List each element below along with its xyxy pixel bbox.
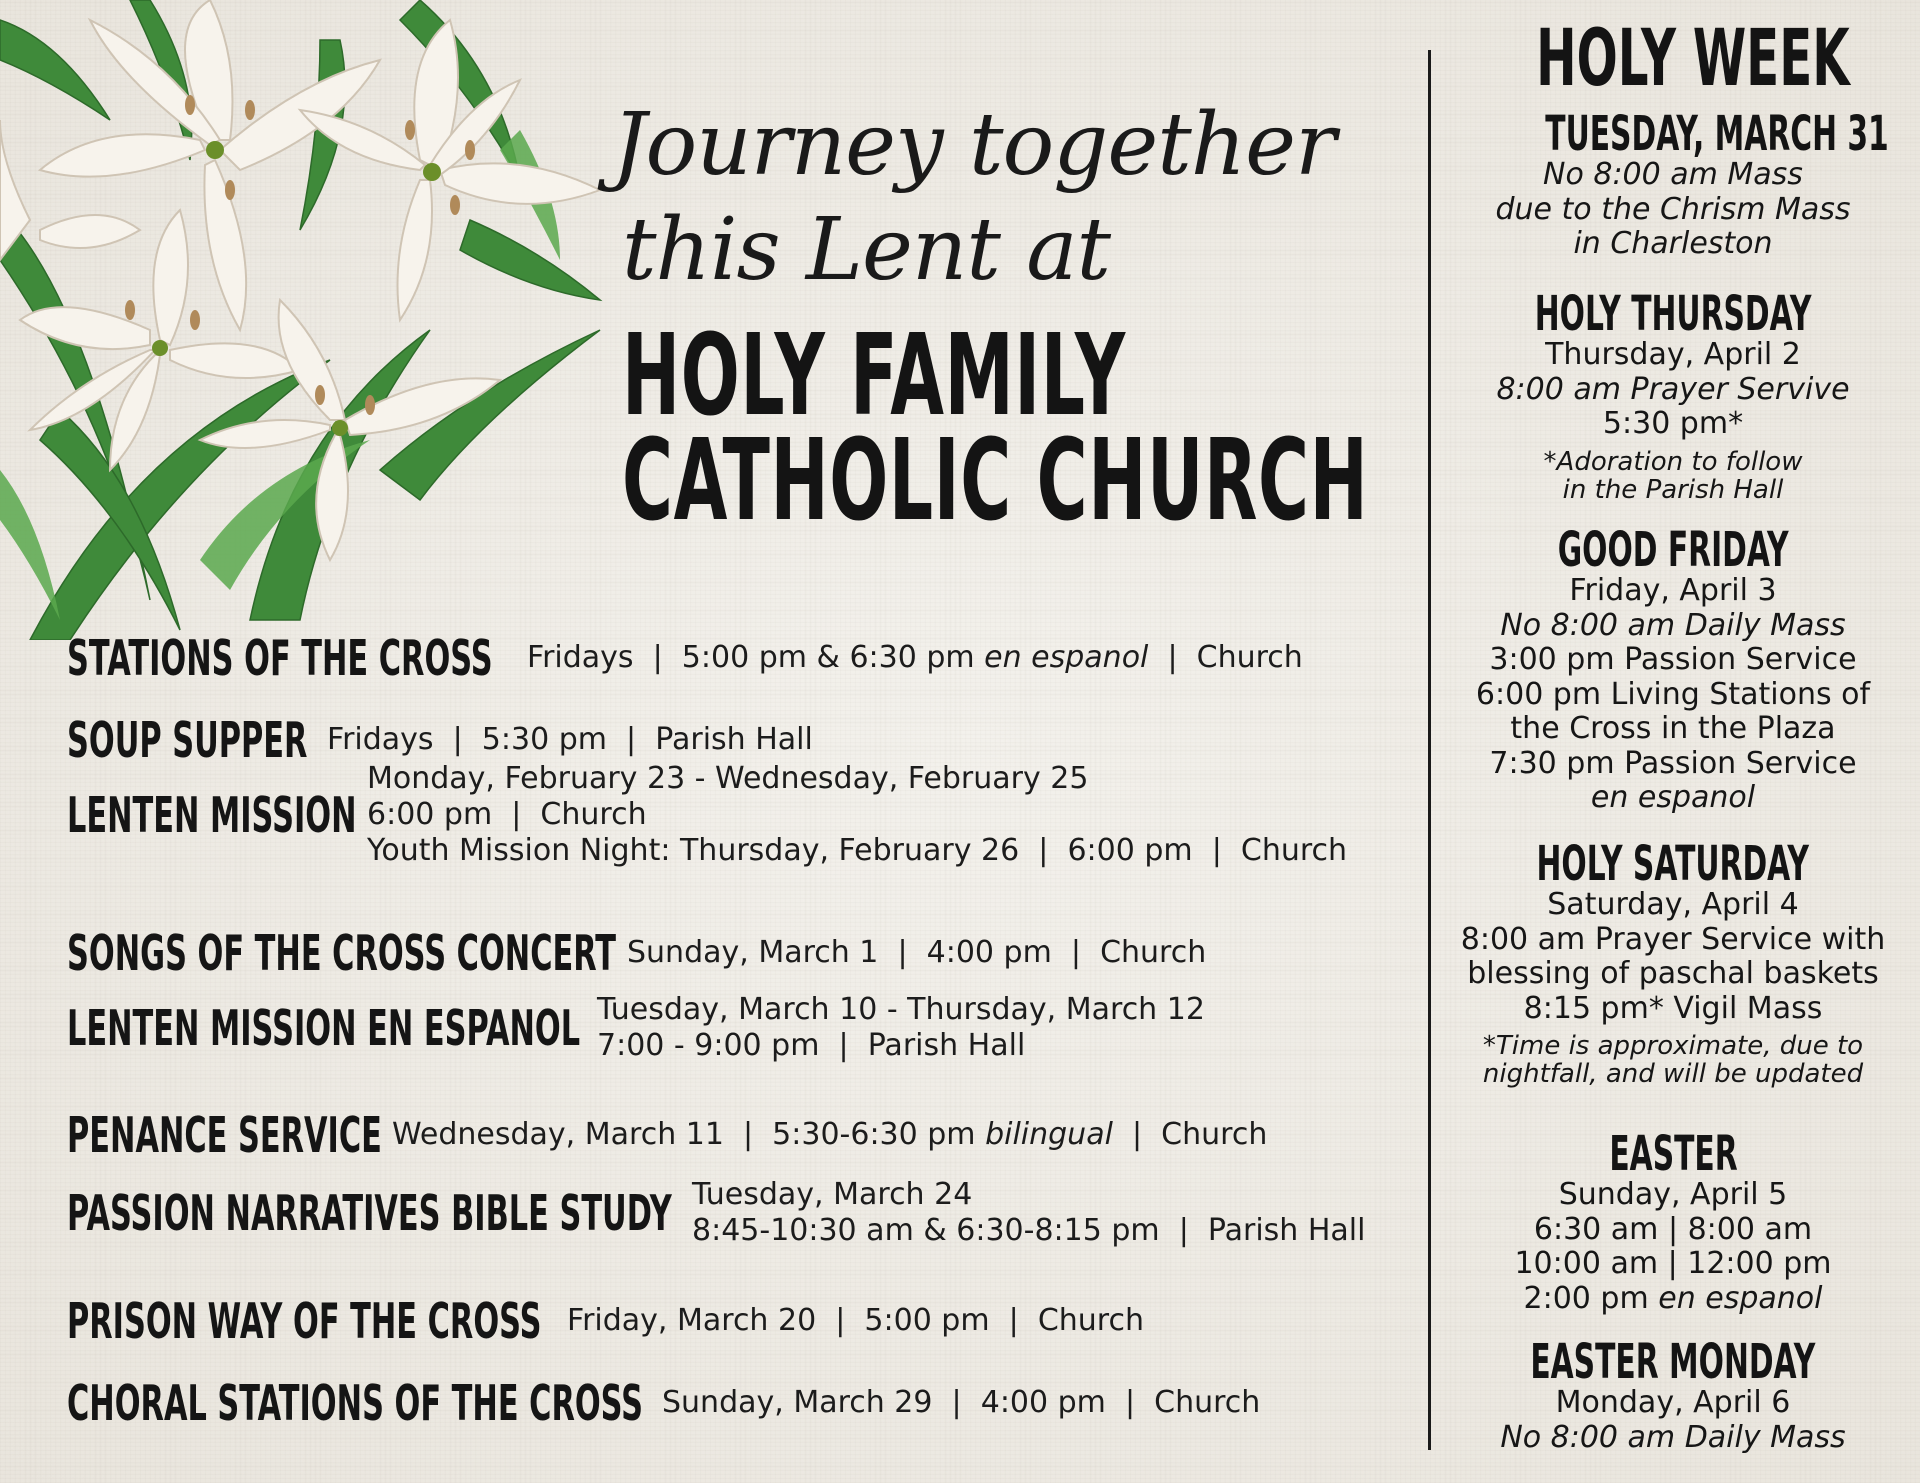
event-detail-line (597, 992, 1205, 1028)
event-row (67, 1106, 1268, 1164)
holy-week-line-text: No 8:00 am Daily Mass (1500, 607, 1846, 643)
holy-week-day-heading: HOLY THURSDAY (1534, 286, 1812, 342)
holy-week-line-text: 8:15 pm* Vigil Mass (1523, 990, 1823, 1026)
event-detail-text: 8:45-10:30 am & 6:30-8:15 pm | Parish Hall (692, 1213, 1366, 1248)
event-detail-emphasis: bilingual (985, 1117, 1113, 1152)
holy-week-line (1440, 1178, 1906, 1213)
event-row (67, 1292, 1144, 1350)
holy-week-line-text: Sunday, April 5 (1558, 1177, 1788, 1212)
holy-week-line (1440, 227, 1906, 262)
holy-week-line (1440, 476, 1906, 504)
holy-week-line (1440, 407, 1906, 442)
event-details (367, 761, 1347, 869)
holy-week-line-text: 5:30 pm* (1602, 406, 1744, 441)
holy-week-line (1440, 1213, 1906, 1248)
holy-week-line-emphasis: en espanol (1658, 1280, 1823, 1316)
event-name: SONGS OF THE CROSS CONCERT (67, 924, 617, 982)
holy-week-line-text: in the Parish Hall (1562, 474, 1784, 505)
event-detail-text: Wednesday, March 11 | 5:30-6:30 pm (392, 1117, 986, 1152)
holy-week-day (1440, 522, 1906, 816)
holy-week-line-text: Saturday, April 4 (1547, 887, 1799, 922)
event-name: LENTEN MISSION EN ESPANOL (67, 999, 581, 1057)
lily-bouquet-illustration (0, 0, 620, 640)
event-detail-line (627, 935, 1206, 971)
event-details (527, 640, 1303, 676)
event-detail-line (327, 722, 813, 758)
holy-week-line-text: *Time is approximate, due to (1482, 1031, 1864, 1061)
event-details (392, 1117, 1267, 1153)
event-detail-line (367, 761, 1347, 797)
event-detail-text: 6:00 pm | Church (367, 797, 647, 832)
church-name-line-2: CATHOLIC CHURCH (622, 416, 1369, 546)
holy-week-line (1440, 574, 1906, 609)
event-detail-line (597, 1028, 1205, 1064)
holy-week-line-text: Thursday, April 2 (1545, 337, 1801, 372)
event-name: PENANCE SERVICE (67, 1106, 382, 1164)
event-row (67, 992, 1205, 1064)
event-row (67, 924, 1207, 982)
event-details (627, 935, 1206, 971)
holy-week-line (1440, 1282, 1906, 1317)
event-details (692, 1177, 1365, 1249)
holy-week-line-text: 2:00 pm (1523, 1280, 1659, 1316)
event-row (67, 1177, 1365, 1249)
holy-week-line-text: Friday, April 3 (1569, 573, 1777, 608)
hero-heading (612, 95, 1412, 546)
holy-week-day (1440, 286, 1906, 505)
event-detail-text: Tuesday, March 10 - Thursday, March 12 (597, 992, 1205, 1027)
holy-week-line-text: 8:00 am Prayer Servive (1496, 371, 1850, 407)
holy-week-line-text: 7:30 pm Passion Service (1489, 745, 1857, 781)
holy-week-line-text: Monday, April 6 (1555, 1385, 1791, 1420)
holy-week-line (1440, 1386, 1906, 1421)
holy-week-day-heading: HOLY SATURDAY (1536, 836, 1810, 892)
holy-week-line-text: 8:00 am Prayer Service with (1460, 921, 1886, 957)
event-details (327, 722, 813, 758)
event-name: SOUP SUPPER (67, 711, 308, 769)
holy-week-column (1440, 14, 1906, 1455)
holy-week-line-text: *Adoration to follow (1543, 446, 1803, 477)
holy-week-line (1440, 158, 1906, 193)
holy-week-line-text: 6:30 am | 8:00 am (1533, 1211, 1813, 1247)
event-name: LENTEN MISSION (67, 786, 357, 844)
event-detail-text: 7:00 - 9:00 pm | Parish Hall (597, 1028, 1026, 1063)
event-detail-text: | Church (1148, 640, 1303, 675)
holy-week-line-text: en espanol (1590, 780, 1756, 815)
holy-week-line-text: nightfall, and will be updated (1482, 1059, 1864, 1089)
holy-week-day-heading: GOOD FRIDAY (1557, 522, 1789, 578)
event-detail-text: Sunday, March 29 | 4:00 pm | Church (662, 1385, 1261, 1420)
event-details (597, 992, 1205, 1064)
event-detail-line (662, 1385, 1260, 1421)
holy-week-line (1440, 1247, 1906, 1282)
event-detail-line (367, 797, 1347, 833)
holy-week-line-text: 6:00 pm Living Stations of (1475, 676, 1871, 712)
holy-week-line (1440, 957, 1906, 992)
event-details (662, 1385, 1260, 1421)
holy-week-line (1440, 338, 1906, 373)
event-detail-line (392, 1117, 1267, 1153)
holy-week-line-text: 10:00 am | 12:00 pm (1514, 1246, 1832, 1281)
holy-week-day (1440, 1126, 1906, 1316)
holy-week-day (1440, 1334, 1906, 1455)
holy-week-line (1440, 888, 1906, 923)
event-detail-emphasis: en espanol (984, 640, 1149, 675)
holy-week-line (1440, 609, 1906, 644)
holy-week-day (1440, 836, 1906, 1089)
hero-script-line-2: this Lent at (622, 200, 1111, 300)
event-detail-text: Monday, February 23 - Wednesday, February 25 (367, 761, 1089, 796)
holy-week-line (1440, 643, 1906, 678)
holy-week-line-text: No 8:00 am Daily Mass (1500, 1419, 1846, 1455)
holy-week-line-text: blessing of paschal baskets (1467, 956, 1879, 991)
event-row (67, 711, 813, 769)
event-detail-text: | Church (1112, 1117, 1268, 1152)
holy-week-line-text: due to the Chrism Mass (1495, 191, 1851, 227)
event-detail-text: Fridays | 5:30 pm | Parish Hall (327, 722, 813, 757)
holy-week-line (1440, 1060, 1906, 1088)
event-detail-text: Friday, March 20 | 5:00 pm | Church (567, 1303, 1144, 1338)
event-name: CHORAL STATIONS OF THE CROSS (67, 1374, 644, 1432)
holy-week-line (1440, 193, 1906, 228)
event-detail-text: Fridays | 5:00 pm & 6:30 pm (527, 640, 985, 675)
event-name: PASSION NARRATIVES BIBLE STUDY (67, 1184, 672, 1242)
hero-script-line-1: Journey together (612, 95, 1336, 195)
event-details (567, 1303, 1144, 1339)
holy-week-day-heading: EASTER MONDAY (1530, 1334, 1816, 1390)
church-name-line-1: HOLY FAMILY (622, 311, 1126, 441)
event-detail-line (692, 1177, 1365, 1213)
holy-week-line-text: No 8:00 am Mass (1543, 157, 1803, 192)
event-row (67, 629, 1303, 687)
event-row (67, 761, 1347, 869)
holy-week-line (1440, 448, 1906, 476)
holy-week-line (1440, 712, 1906, 747)
holy-week-day (1440, 106, 1906, 262)
event-detail-line (567, 1303, 1144, 1339)
holy-week-day-heading: EASTER (1608, 1126, 1738, 1182)
event-row (67, 1374, 1261, 1432)
holy-week-line-text: 3:00 pm Passion Service (1489, 642, 1857, 677)
holy-week-line (1440, 1421, 1906, 1456)
event-detail-text: Tuesday, March 24 (692, 1177, 973, 1212)
event-name: PRISON WAY OF THE CROSS (67, 1292, 542, 1350)
event-detail-line (527, 640, 1303, 676)
holy-week-line-text: in Charleston (1573, 226, 1773, 261)
holy-week-line (1440, 992, 1906, 1027)
event-detail-text: Youth Mission Night: Thursday, February 26 | 6:00 pm | Church (367, 833, 1348, 868)
event-detail-line (367, 833, 1347, 869)
column-divider (1428, 50, 1431, 1450)
event-detail-line (692, 1213, 1365, 1249)
holy-week-title: HOLY WEEK (1536, 14, 1850, 104)
event-name: STATIONS OF THE CROSS (67, 629, 493, 687)
holy-week-day-heading: TUESDAY, MARCH 31 (1545, 106, 1889, 162)
holy-week-line (1440, 747, 1906, 782)
holy-week-line (1440, 373, 1906, 408)
holy-week-line (1440, 1032, 1906, 1060)
event-detail-text: Sunday, March 1 | 4:00 pm | Church (627, 935, 1207, 970)
holy-week-line (1440, 678, 1906, 713)
holy-week-line (1440, 923, 1906, 958)
holy-week-line (1440, 781, 1906, 816)
holy-week-line-text: the Cross in the Plaza (1510, 711, 1836, 746)
